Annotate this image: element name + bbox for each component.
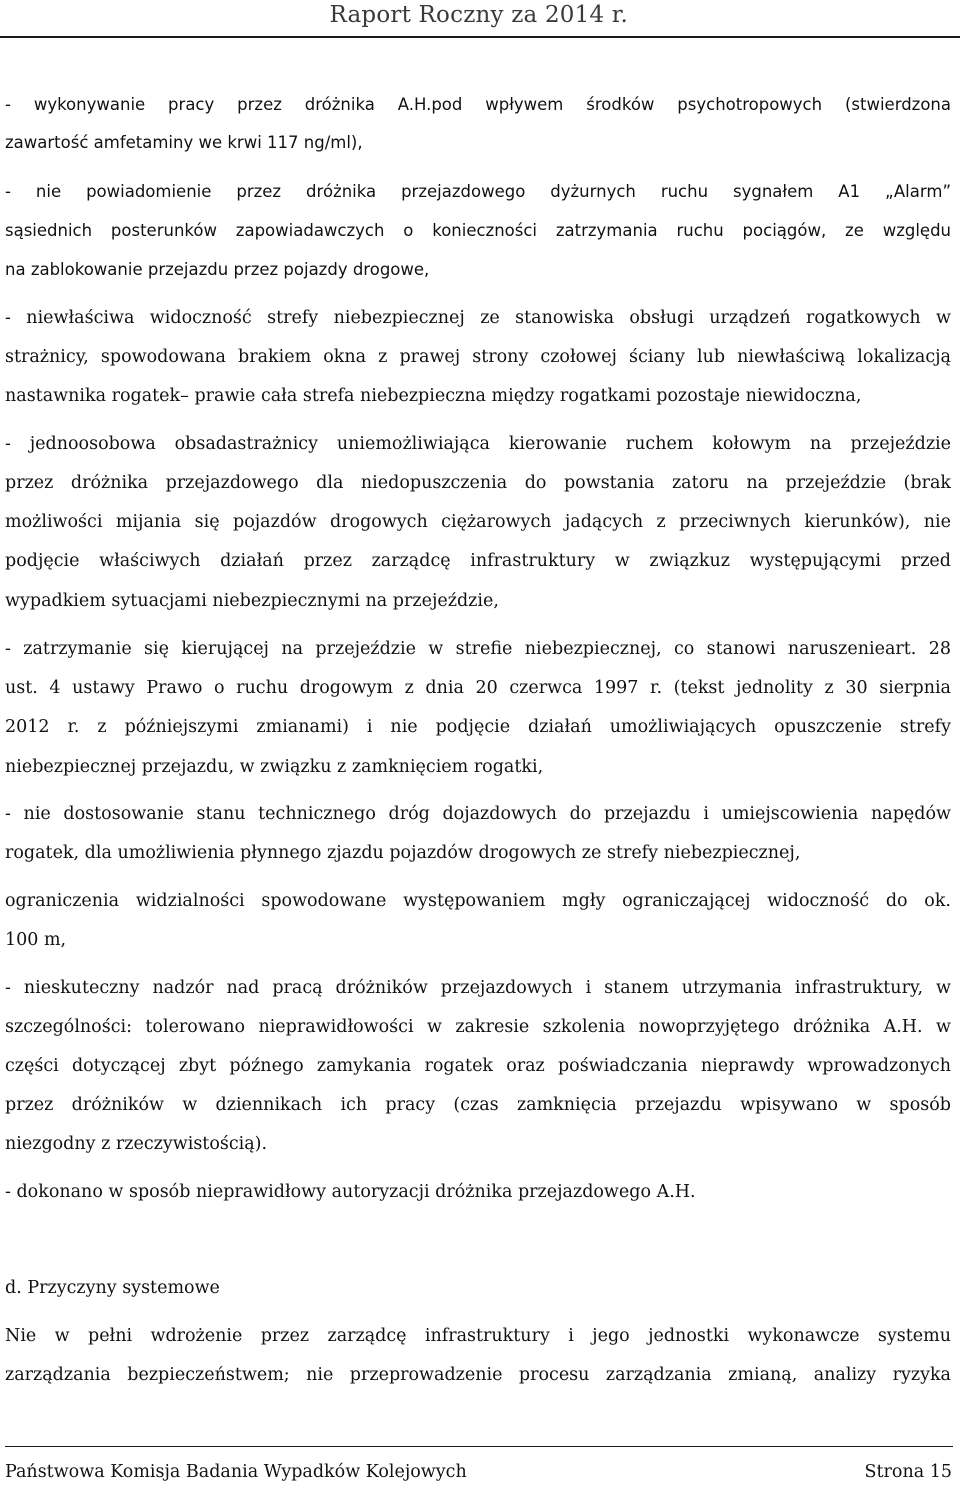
text-line: szczególności: tolerowano nieprawidłowości w zakresie szkolenia nowoprzyjętego dróżnika A.H. w	[5, 1017, 951, 1037]
text-line: - nie powiadomienie przez dróżnika przejazdowego dyżurnych ruchu sygnałem A1 „Alarm”	[5, 182, 951, 201]
text-line: strażnicy, spowodowana brakiem okna z prawej strony czołowej ściany lub niewłaściwą lokalizacją	[5, 347, 951, 367]
text-line: części dotyczącej zbyt późnego zamykania rogatek oraz poświadczania nieprawdy wprowadzonych	[5, 1056, 951, 1076]
text-line: - nieskuteczny nadzór nad pracą dróżników przejazdowych i stanem utrzymania infrastruktury, w	[5, 978, 951, 998]
text-line: ust. 4 ustawy Prawo o ruchu drogowym z dnia 20 czerwca 1997 r. (tekst jednolity z 30 sierpnia	[5, 678, 951, 698]
text-line: 2012 r. z późniejszymi zmianami) i nie podjęcie działań umożliwiających opuszczenie strefy	[5, 717, 951, 737]
report-title: Raport Roczny za 2014 r.	[329, 2, 628, 28]
text-line: niebezpiecznej przejazdu, w związku z zamknięciem rogatki,	[5, 757, 544, 777]
text-line: sąsiednich posterunków zapowiadawczych o konieczności zatrzymania ruchu pociągów, ze względu	[5, 221, 951, 240]
text-line: przez dróżników w dziennikach ich pracy (czas zamknięcia przejazdu wpisywano w sposób	[5, 1095, 951, 1115]
text-line: - dokonano w sposób nieprawidłowy autoryzacji dróżnika przejazdowego A.H.	[5, 1182, 696, 1202]
text-line: - wykonywanie pracy przez dróżnika A.H.pod wpływem środków psychotropowych (stwierdzona	[5, 95, 951, 114]
text-line: podjęcie właściwych działań przez zarządcę infrastruktury w związkuz występującymi przed	[5, 551, 951, 571]
page-number: Strona 15	[864, 1462, 952, 1482]
text-line: 100 m,	[5, 930, 67, 950]
text-line: rogatek, dla umożliwienia płynnego zjazdu pojazdów drogowych ze strefy niebezpiecznej,	[5, 843, 801, 863]
text-line: Nie w pełni wdrożenie przez zarządcę infrastruktury i jego jednostki wykonawcze systemu	[5, 1326, 951, 1346]
text-line: niezgodny z rzeczywistością).	[5, 1134, 268, 1154]
footer-organization: Państwowa Komisja Badania Wypadków Kolejowych	[5, 1462, 467, 1482]
text-line: - nie dostosowanie stanu technicznego dróg dojazdowych do przejazdu i umiejscowienia napędów	[5, 804, 951, 824]
text-line: przez dróżnika przejazdowego dla niedopuszczenia do powstania zatoru na przejeździe (brak	[5, 473, 951, 493]
text-line: zawartość amfetaminy we krwi 117 ng/ml),	[5, 133, 363, 152]
text-line: ograniczenia widzialności spowodowane występowaniem mgły ograniczającej widoczność do ok.	[5, 891, 951, 911]
text-line: wypadkiem sytuacjami niebezpiecznymi na przejeździe,	[5, 591, 499, 611]
text-line: nastawnika rogatek– prawie cała strefa niebezpieczna między rogatkami pozostaje niewidoczna,	[5, 386, 862, 406]
text-line: możliwości mijania się pojazdów drogowych ciężarowych jadących z przeciwnych kierunków), nie	[5, 512, 951, 532]
page-header	[0, 0, 960, 38]
text-line: - jednoosobowa obsadastrażnicy uniemożliwiająca kierowanie ruchem kołowym na przejeździe	[5, 434, 951, 454]
text-line: - zatrzymanie się kierującej na przejeździe w strefie niebezpiecznej, co stanowi naruszenieart. 28	[5, 639, 951, 659]
footer-divider	[5, 1446, 953, 1447]
text-line: zarządzania bezpieczeństwem; nie przeprowadzenie procesu zarządzania zmianą, analizy ryzyka	[5, 1365, 951, 1385]
text-line: na zablokowanie przejazdu przez pojazdy drogowe,	[5, 260, 430, 279]
text-line: - niewłaściwa widoczność strefy niebezpiecznej ze stanowiska obsługi urządzeń rogatkowych w	[5, 308, 951, 328]
section-heading: d. Przyczyny systemowe	[5, 1278, 220, 1298]
